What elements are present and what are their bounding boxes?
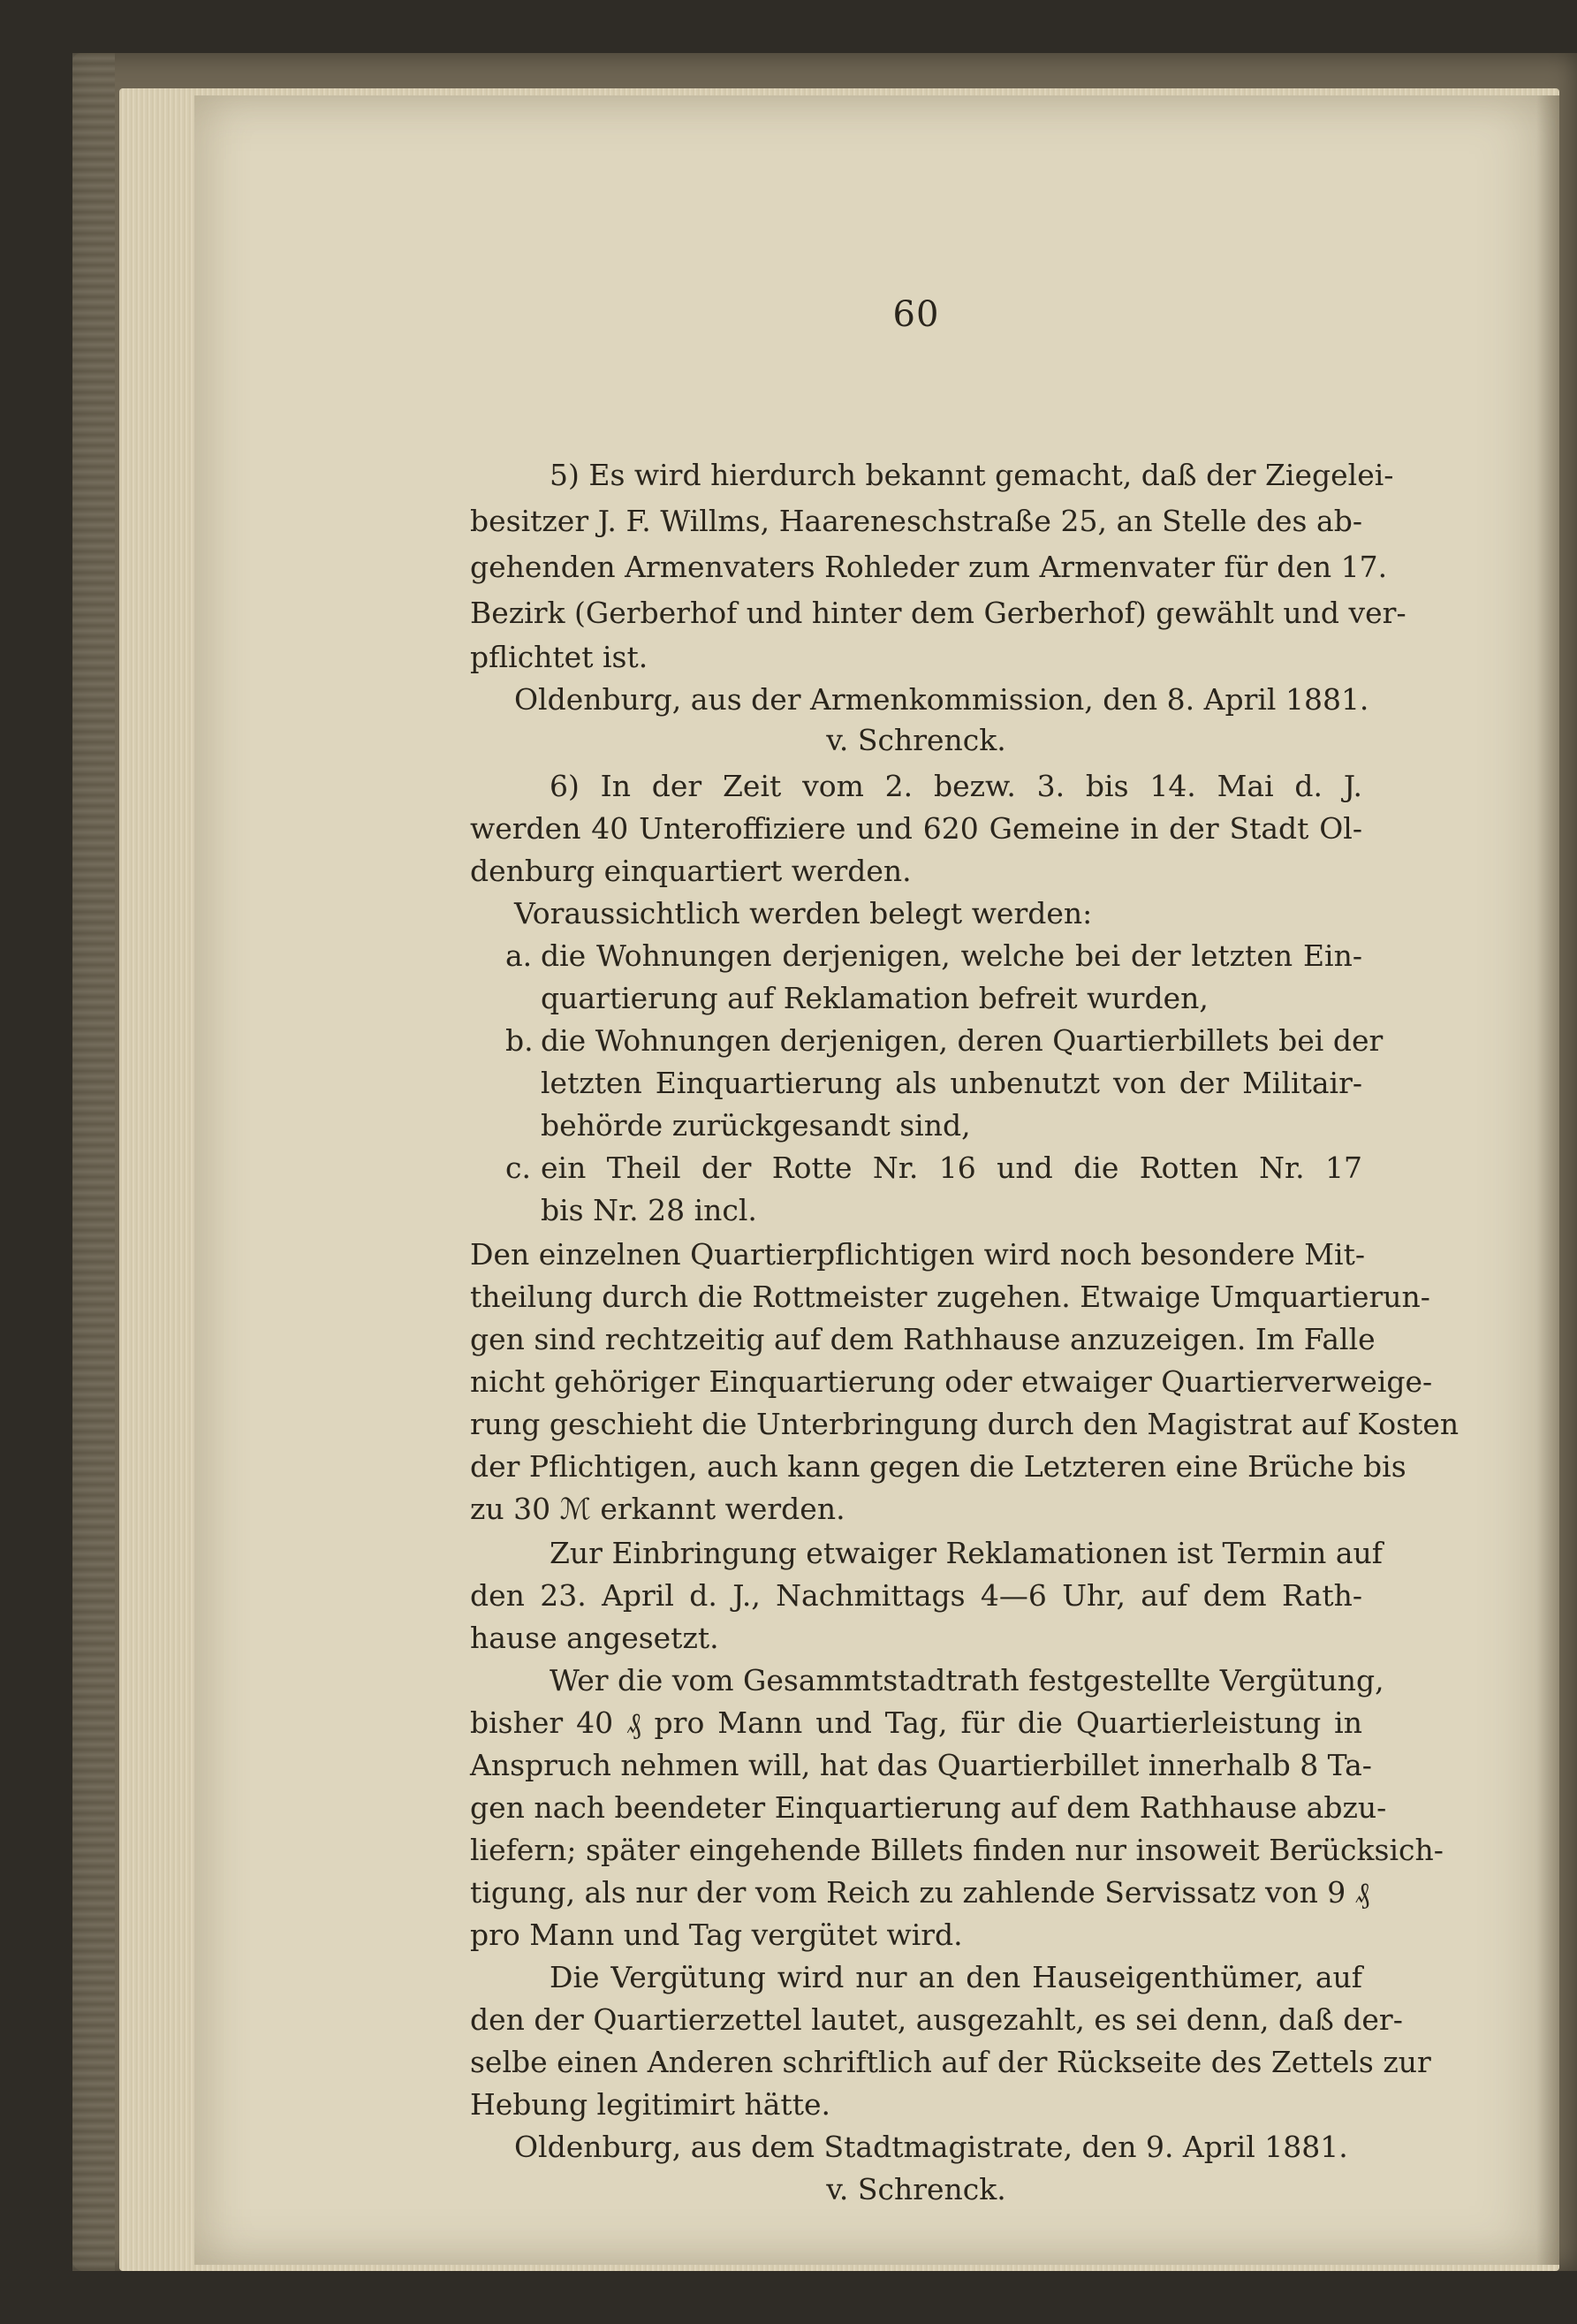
text-line: Wer die vom Gesammtstadtrath festgestellte Vergütung,: [550, 1663, 1384, 1697]
text-line: den 23. April d. J., Nachmittags 4—6 Uhr, auf dem Rath-: [470, 1578, 1362, 1613]
list-label: b.: [505, 1023, 534, 1058]
page-shadow: [1536, 95, 1559, 2265]
text-line: denburg einquartiert werden.: [470, 854, 912, 888]
text-line: bis Nr. 28 incl.: [541, 1193, 757, 1227]
text-line: hause angesetzt.: [470, 1621, 719, 1655]
text-line: Hebung legitimirt hätte.: [470, 2087, 830, 2122]
list-item: [505, 1021, 1384, 1060]
text-line: nicht gehöriger Einquartierung oder etwaiger Quartierverweige-: [470, 1364, 1433, 1399]
list-label: a.: [505, 938, 533, 973]
text-line: den der Quartierzettel lautet, ausgezahlt, es sei denn, daß der-: [470, 2002, 1403, 2037]
list-text: ein Theil der Rotte Nr. 16 und die Rotten Nr. 17: [541, 1151, 1362, 1185]
book-page: [194, 95, 1559, 2265]
text-line: tigung, als nur der vom Reich zu zahlende Servissatz von 9 ₰: [470, 1875, 1370, 1910]
text-line: zu 30 ℳ erkannt werden.: [470, 1492, 845, 1526]
list-text: die Wohnungen derjenigen, deren Quartierbillets bei der: [541, 1023, 1384, 1058]
text-line: pro Mann und Tag vergütet wird.: [470, 1918, 963, 1952]
signature-name: v. Schrenck.: [826, 2172, 1006, 2206]
book-spine: [72, 53, 115, 2271]
list-label: c.: [505, 1151, 531, 1185]
text-line: gen nach beendeter Einquartierung auf dem Rathhause abzu-: [470, 1790, 1387, 1825]
text-line: pflichtet ist.: [470, 640, 648, 674]
text-line: gehenden Armenvaters Rohleder zum Armenvater für den 17.: [470, 550, 1388, 584]
text-line: Bezirk (Gerberhof und hinter dem Gerberhof) gewählt und ver-: [470, 596, 1406, 630]
text-line: 5) Es wird hierdurch bekannt gemacht, daß der Ziegelei-: [550, 458, 1394, 492]
text-line: Die Vergütung wird nur an den Hauseigenthümer, auf: [550, 1960, 1362, 1994]
text-line: Voraussichtlich werden belegt werden:: [514, 896, 1093, 930]
text-line: Anspruch nehmen will, hat das Quartierbillet innerhalb 8 Ta-: [470, 1748, 1372, 1782]
text-line: behörde zurückgesandt sind,: [541, 1108, 971, 1143]
text-line: quartierung auf Reklamation befreit wurden,: [541, 981, 1209, 1015]
text-line: Zur Einbringung etwaiger Reklamationen ist Termin auf: [550, 1536, 1383, 1570]
list-item: [505, 937, 1362, 976]
list-text: die Wohnungen derjenigen, welche bei der letzten Ein-: [541, 938, 1362, 973]
page-number: 60: [892, 294, 940, 335]
text-line: liefern; später eingehende Billets finden nur insoweit Berücksich-: [470, 1833, 1444, 1867]
text-line: werden 40 Unteroffiziere und 620 Gemeine in der Stadt Ol-: [470, 811, 1362, 846]
text-line: selbe einen Anderen schriftlich auf der Rückseite des Zettels zur: [470, 2045, 1431, 2079]
list-item: [505, 1149, 1362, 1188]
signature-place-date: Oldenburg, aus der Armenkommission, den 8. April 1881.: [514, 682, 1369, 717]
text-line: gen sind rechtzeitig auf dem Rathhause anzuzeigen. Im Falle: [470, 1322, 1376, 1356]
signature-name: v. Schrenck.: [826, 723, 1006, 757]
text-line: besitzer J. F. Willms, Haareneschstraße 25, an Stelle des ab-: [470, 504, 1362, 538]
text-line: Den einzelnen Quartierpflichtigen wird noch besondere Mit-: [470, 1237, 1366, 1272]
text-line: der Pflichtigen, auch kann gegen die Letzteren eine Brüche bis: [470, 1449, 1406, 1484]
text-line: letzten Einquartierung als unbenutzt von der Militair-: [541, 1066, 1362, 1100]
signature-place-date: Oldenburg, aus dem Stadtmagistrate, den 9. April 1881.: [514, 2130, 1348, 2164]
text-line: rung geschieht die Unterbringung durch den Magistrat auf Kosten: [470, 1407, 1459, 1441]
text-line: 6) In der Zeit vom 2. bezw. 3. bis 14. Mai d. J.: [550, 769, 1362, 803]
text-line: theilung durch die Rottmeister zugehen. Etwaige Umquartierun-: [470, 1280, 1430, 1314]
text-line: bisher 40 ₰ pro Mann und Tag, für die Quartierleistung in: [470, 1705, 1362, 1740]
